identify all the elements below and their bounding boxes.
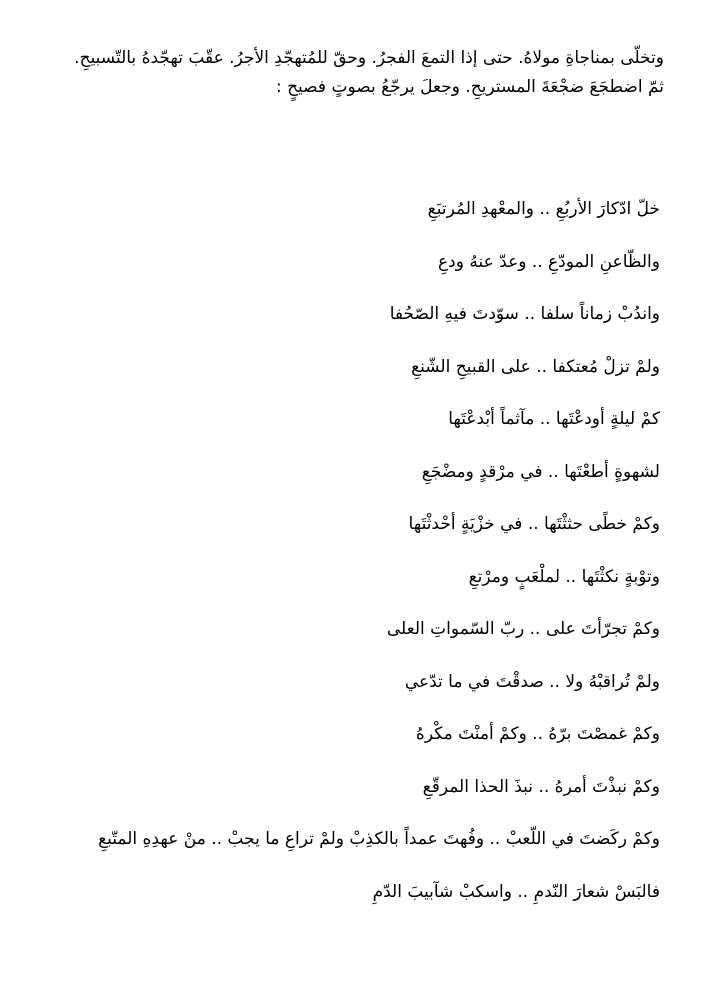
poem-verse: خلّ ادّكارَ الأربُعِ .. والمعْهدِ المُرتبَعِ: [427, 199, 660, 219]
poem-verse: وكمْ نبذْتَ أمرهُ .. نبذَ الحذا المرقّعِ: [422, 776, 660, 797]
poem: [40, 193, 660, 928]
poem-verse: وتوْبةٍ نكثْتَها .. لملْعَبٍ ومرْتعِ: [468, 566, 660, 587]
poem-verse: فالبَسْ شعارَ النّدمِ .. واسكبْ شآبيبَ الدّمِ: [372, 881, 660, 902]
prose-line: ثمّ اضطجَعَ ضجْعَةَ المستريحِ. وجعلَ يرجّعُ بصوتٍ فصيحٍ :: [275, 77, 664, 97]
poem-verse: لشهوةٍ أطعْتَها .. في مرْقدٍ ومضْجَعِ: [421, 461, 660, 482]
poem-verse: وكمْ تجرّأتَ على .. ربّ السّمواتِ العلى: [386, 619, 660, 639]
poem-verse: والظّاعنِ المودّعِ .. وعدّ عنهُ ودعِ: [438, 251, 660, 272]
prose-paragraph: [48, 44, 664, 102]
poem-verse: وكمْ غمصْتَ برّهُ .. وكمْ أمنْتَ مكْرهُ: [415, 724, 660, 744]
poem-verse: وكمْ ركَضتَ في اللّعبْ .. وفُهتَ عمداً بالكذِبْ ولمْ تراعِ ما يجبْ .. منْ عهدِهِ المتّبعِ: [98, 829, 660, 849]
poem-verse: ولمْ تُراقبْهُ ولا .. صدقْتَ في ما تدّعي: [404, 671, 660, 692]
prose-line: وتخلّى بمناجاةِ مولاهُ. حتى إذا التمعَ الفجرُ. وحقّ للمُتهجّدِ الأجرُ. عقّبَ تهجّدهُ بالتّسبيحِ.: [74, 48, 664, 68]
poem-verse: واندُبْ زماناً سلفا .. سوّدتَ فيهِ الصّحُفا: [389, 304, 660, 324]
poem-verse: ولمْ تزلْ مُعتكفا .. على القبيحِ الشّنعِ: [411, 356, 660, 377]
poem-verse: وكمْ خطًى حثثْتَها .. في خزْيَةٍ أحْدثْتَها: [408, 514, 660, 534]
poem-verse: كمْ ليلةٍ أودعْتَها .. مآثماً أبْدعْتَها: [448, 409, 660, 429]
